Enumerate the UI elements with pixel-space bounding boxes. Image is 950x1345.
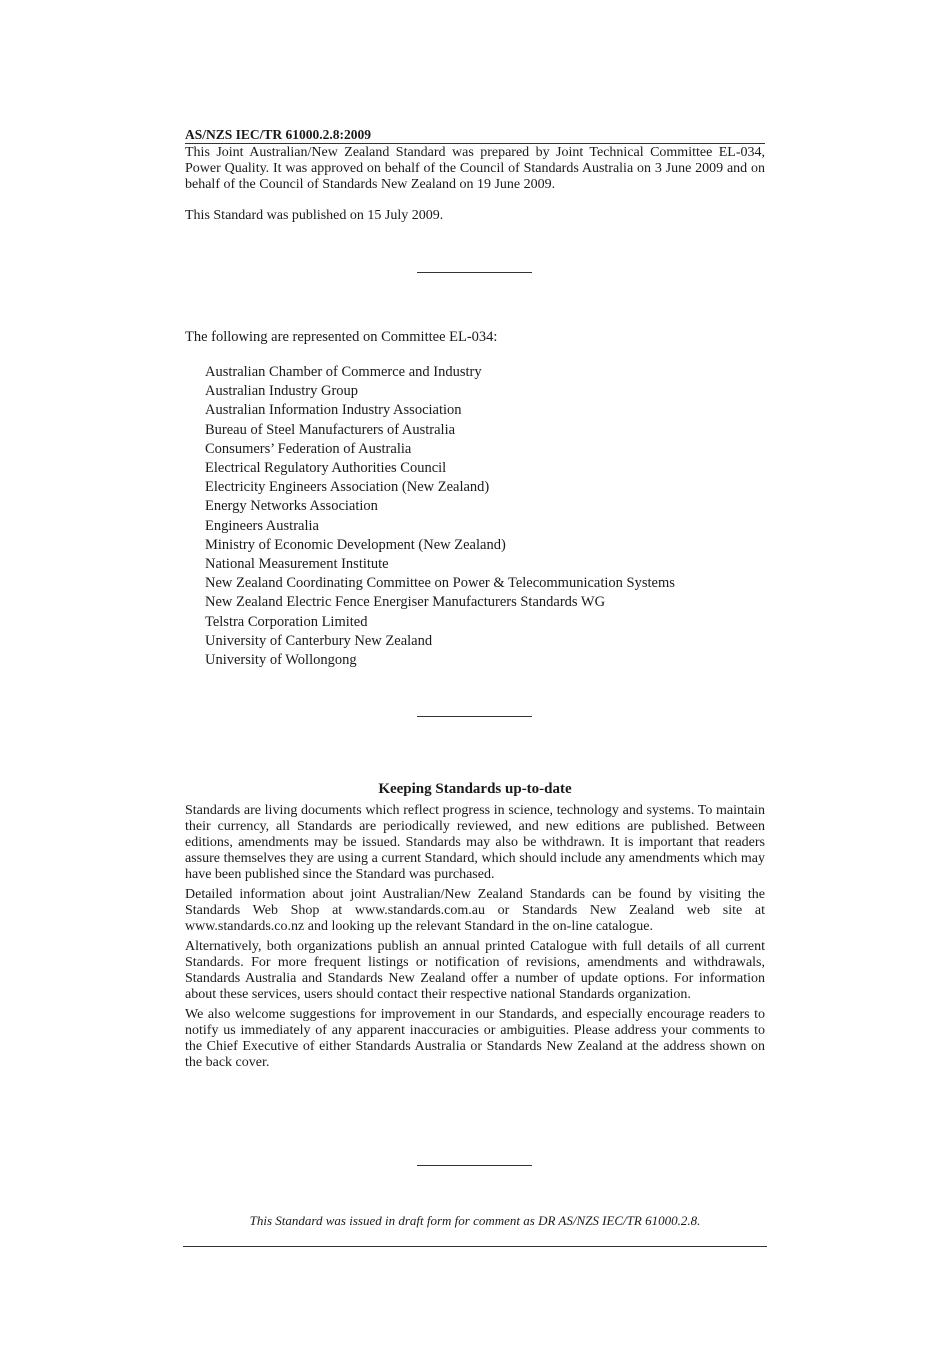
list-item: Bureau of Steel Manufacturers of Australia [205, 421, 456, 438]
footer-rule [183, 1246, 767, 1247]
list-item: Ministry of Economic Development (New Zealand) [205, 536, 506, 553]
paragraph: Alternatively, both organizations publish an annual printed Catalogue with full details of all current Standards. For more frequent listings or notification of revisions, amendments and withdrawals, Standards Australia and Standards New Zealand offer a number of update options. For information about these services, users should contact their respective national Standards organization. [185, 939, 765, 1002]
draft-note: This Standard was issued in draft form for comment as DR AS/NZS IEC/TR 61000.2.8. [249, 1213, 701, 1228]
list-item: Consumers’ Federation of Australia [205, 440, 412, 457]
list-item: Electrical Regulatory Authorities Council [205, 460, 447, 477]
list-item: Australian Industry Group [205, 383, 359, 400]
section-divider [417, 272, 532, 273]
paragraph: We also welcome suggestions for improvement in our Standards, and especially encourage readers to notify us immediately of any apparent inaccuracies or ambiguities. Please address your comments to the Chief Executive of either Standards Australia or Standards New Zealand at the address shown on the back cover. [185, 1007, 765, 1070]
list-item: National Measurement Institute [205, 556, 389, 573]
list-item: Australian Chamber of Commerce and Industry [205, 364, 482, 380]
list-item: Electricity Engineers Association (New Zealand) [205, 479, 490, 496]
publication-date: This Standard was published on 15 July 2009. [185, 208, 444, 223]
list-item: Australian Information Industry Association [205, 402, 462, 419]
list-item: New Zealand Coordinating Committee on Power & Telecommunication Systems [205, 575, 675, 592]
list-item: Telstra Corporation Limited [205, 613, 368, 630]
committee-intro: The following are represented on Committee EL-034: [185, 329, 498, 345]
paragraph: Detailed information about joint Australian/New Zealand Standards can be found by visiting the Standards Web Shop at www.standards.com.au or Standards New Zealand web site at www.standards.co.nz and looking up the relevant Standard in the on-line catalogue. [185, 887, 765, 934]
list-item: New Zealand Electric Fence Energiser Manufacturers Standards WG [205, 594, 606, 611]
preparation-statement: This Joint Australian/New Zealand Standard was prepared by Joint Technical Committee EL-034, Power Quality. It was approved on behalf of the Council of Standards Australia on 3 June 2009 and on behalf of the Council of Standards New Zealand on 19 June 2009. [185, 145, 765, 192]
list-item: University of Wollongong [205, 652, 357, 669]
list-item: Energy Networks Association [205, 498, 378, 515]
list-item: Engineers Australia [205, 517, 319, 534]
paragraph: Standards are living documents which reflect progress in science, technology and systems. To maintain their currency, all Standards are periodically reviewed, and new editions are published. Between editions, amendments may be issued. Standards may also be withdrawn. It is important that readers assure themselves they are using a current Standard, which should include any amendments which may have been published since the Standard was purchased. [185, 803, 765, 882]
list-item: University of Canterbury New Zealand [205, 632, 433, 649]
keeping-standards-body [185, 803, 765, 1075]
section-divider [417, 1165, 532, 1166]
section-divider [417, 716, 532, 717]
section-heading: Keeping Standards up-to-date [378, 781, 572, 797]
document-identifier: AS/NZS IEC/TR 61000.2.8:2009 [185, 126, 765, 144]
committee-member-list [205, 363, 775, 670]
